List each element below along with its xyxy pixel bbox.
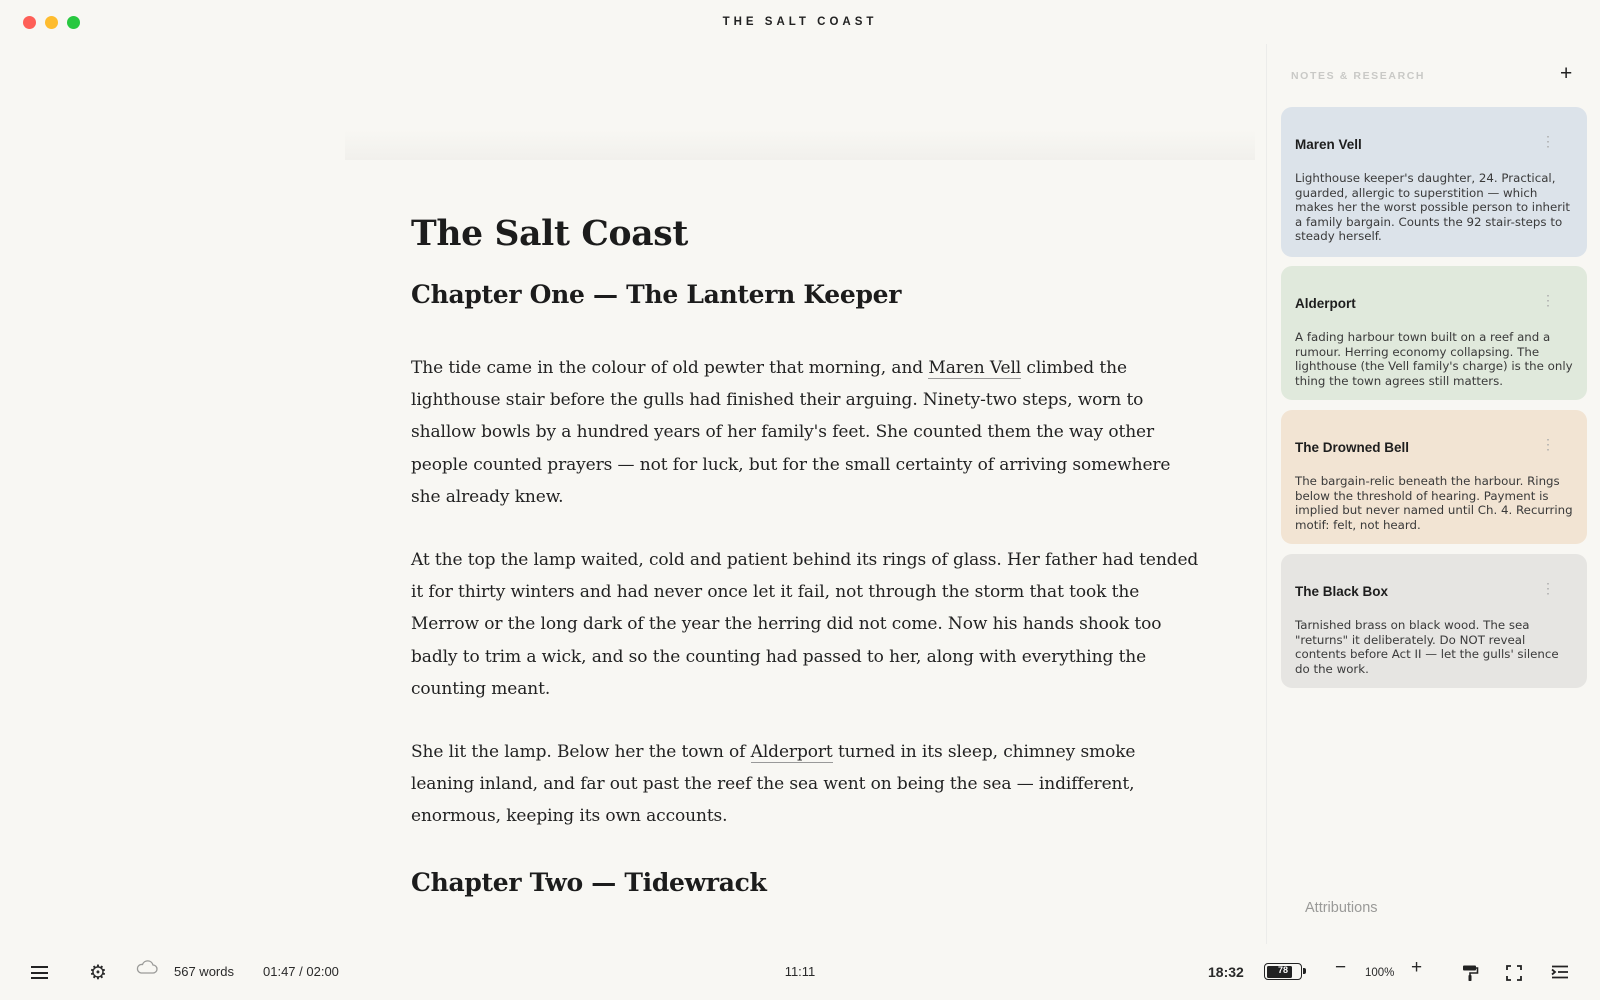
battery-percent: 78 [1277, 965, 1288, 975]
fullscreen-icon[interactable] [1506, 965, 1522, 985]
paragraph-text: The tide came in the colour of old pewter that morning, and [411, 357, 929, 378]
editor-pane[interactable] [0, 44, 1266, 944]
clock: 18:32 [1208, 964, 1244, 980]
document-title[interactable]: The Salt Coast [411, 214, 689, 254]
note-body: Tarnished brass on black wood. The sea "returns" it deliberately. Do NOT reveal contents before Act II — let the gulls' silence do the work. [1295, 618, 1559, 676]
more-options-icon[interactable]: ⋮ [1541, 436, 1555, 452]
zoom-in-button[interactable]: + [1411, 957, 1423, 978]
notes-sidebar [1266, 44, 1600, 944]
note-card[interactable] [1281, 107, 1587, 257]
more-options-icon[interactable]: ⋮ [1541, 580, 1555, 596]
note-body: The bargain-relic beneath the harbour. Rings below the threshold of hearing. Payment is implied but never named until Ch. 4. Recurring motif: felt, not heard. [1295, 474, 1573, 532]
gear-icon[interactable]: ⚙ [89, 962, 107, 984]
paragraph[interactable] [411, 736, 1201, 833]
note-card[interactable] [1281, 266, 1587, 400]
session-timer[interactable]: 01:47 / 02:00 [263, 964, 339, 979]
note-card[interactable] [1281, 410, 1587, 544]
chapter-two-heading[interactable]: Chapter Two — Tidewrack [411, 867, 767, 897]
window-title: THE SALT COAST [722, 16, 878, 28]
note-link-alderport[interactable]: Alderport [750, 741, 833, 762]
paragraph-text: turned in its sleep, chimney smoke leaning inland, and far out past the reef the sea went on being the sea — indifferent, enormous, keeping its own accounts. [411, 741, 1136, 827]
more-options-icon[interactable]: ⋮ [1541, 292, 1555, 308]
paragraph-text: climbed the lighthouse stair before the gulls had finished their arguing. Ninety-two steps, worn to shallow bowls by a hundred years of her family's feet. She counted them the way other people counted prayers — not for luck, but for the small certainty of arriving somewhere she already knew. [411, 357, 1171, 507]
note-title: The Drowned Bell [1295, 440, 1410, 455]
sidebar-header: NOTES & RESEARCH [1291, 70, 1426, 82]
note-card[interactable] [1281, 554, 1587, 688]
document[interactable] [411, 214, 1201, 899]
note-title: Alderport [1295, 296, 1356, 311]
outline-toggle-icon[interactable] [1551, 965, 1569, 983]
note-link-maren-vell[interactable]: Maren Vell [928, 357, 1022, 378]
paragraph-text: She lit the lamp. Below her the town of [411, 741, 751, 762]
zoom-level: 100% [1365, 967, 1395, 979]
attributions-link[interactable]: Attributions [1305, 900, 1378, 916]
session-time: 11:11 [784, 964, 816, 979]
editor-top-fade [345, 130, 1255, 160]
paragraph[interactable]: At the top the lamp waited, cold and patient behind its rings of glass. Her father had tended it for thirty winters and had never once let it fail, not through the storm that took the Merrow or the long dark of the year the herring did not come. Now his hands shook too badly to trim a wick, and so the counting had passed to her, along with everything the counting meant. [411, 549, 1199, 699]
battery-icon [1264, 963, 1302, 980]
note-title: The Black Box [1295, 584, 1389, 599]
chapter-one-heading[interactable]: Chapter One — The Lantern Keeper [411, 280, 902, 310]
add-note-button[interactable] [1560, 62, 1572, 86]
more-options-icon[interactable]: ⋮ [1541, 133, 1555, 149]
note-body: Lighthouse keeper's daughter, 24. Practical, guarded, allergic to superstition — which makes her the worst possible person to inherit a family bargain. Counts the 92 stair-steps to steady herself. [1295, 171, 1571, 243]
zoom-out-button[interactable]: − [1335, 957, 1347, 978]
status-bar [0, 944, 1600, 1000]
plus-icon: + [1560, 62, 1573, 85]
paint-roller-icon[interactable] [1461, 964, 1479, 986]
paragraph[interactable] [411, 352, 1201, 513]
note-body: A fading harbour town built on a reef and a rumour. Herring economy collapsing. The lighthouse (the Vell family's charge) is the only thing the town agrees still matters. [1295, 330, 1573, 388]
word-count[interactable]: 567 words [174, 964, 234, 979]
note-title: Maren Vell [1295, 137, 1362, 152]
